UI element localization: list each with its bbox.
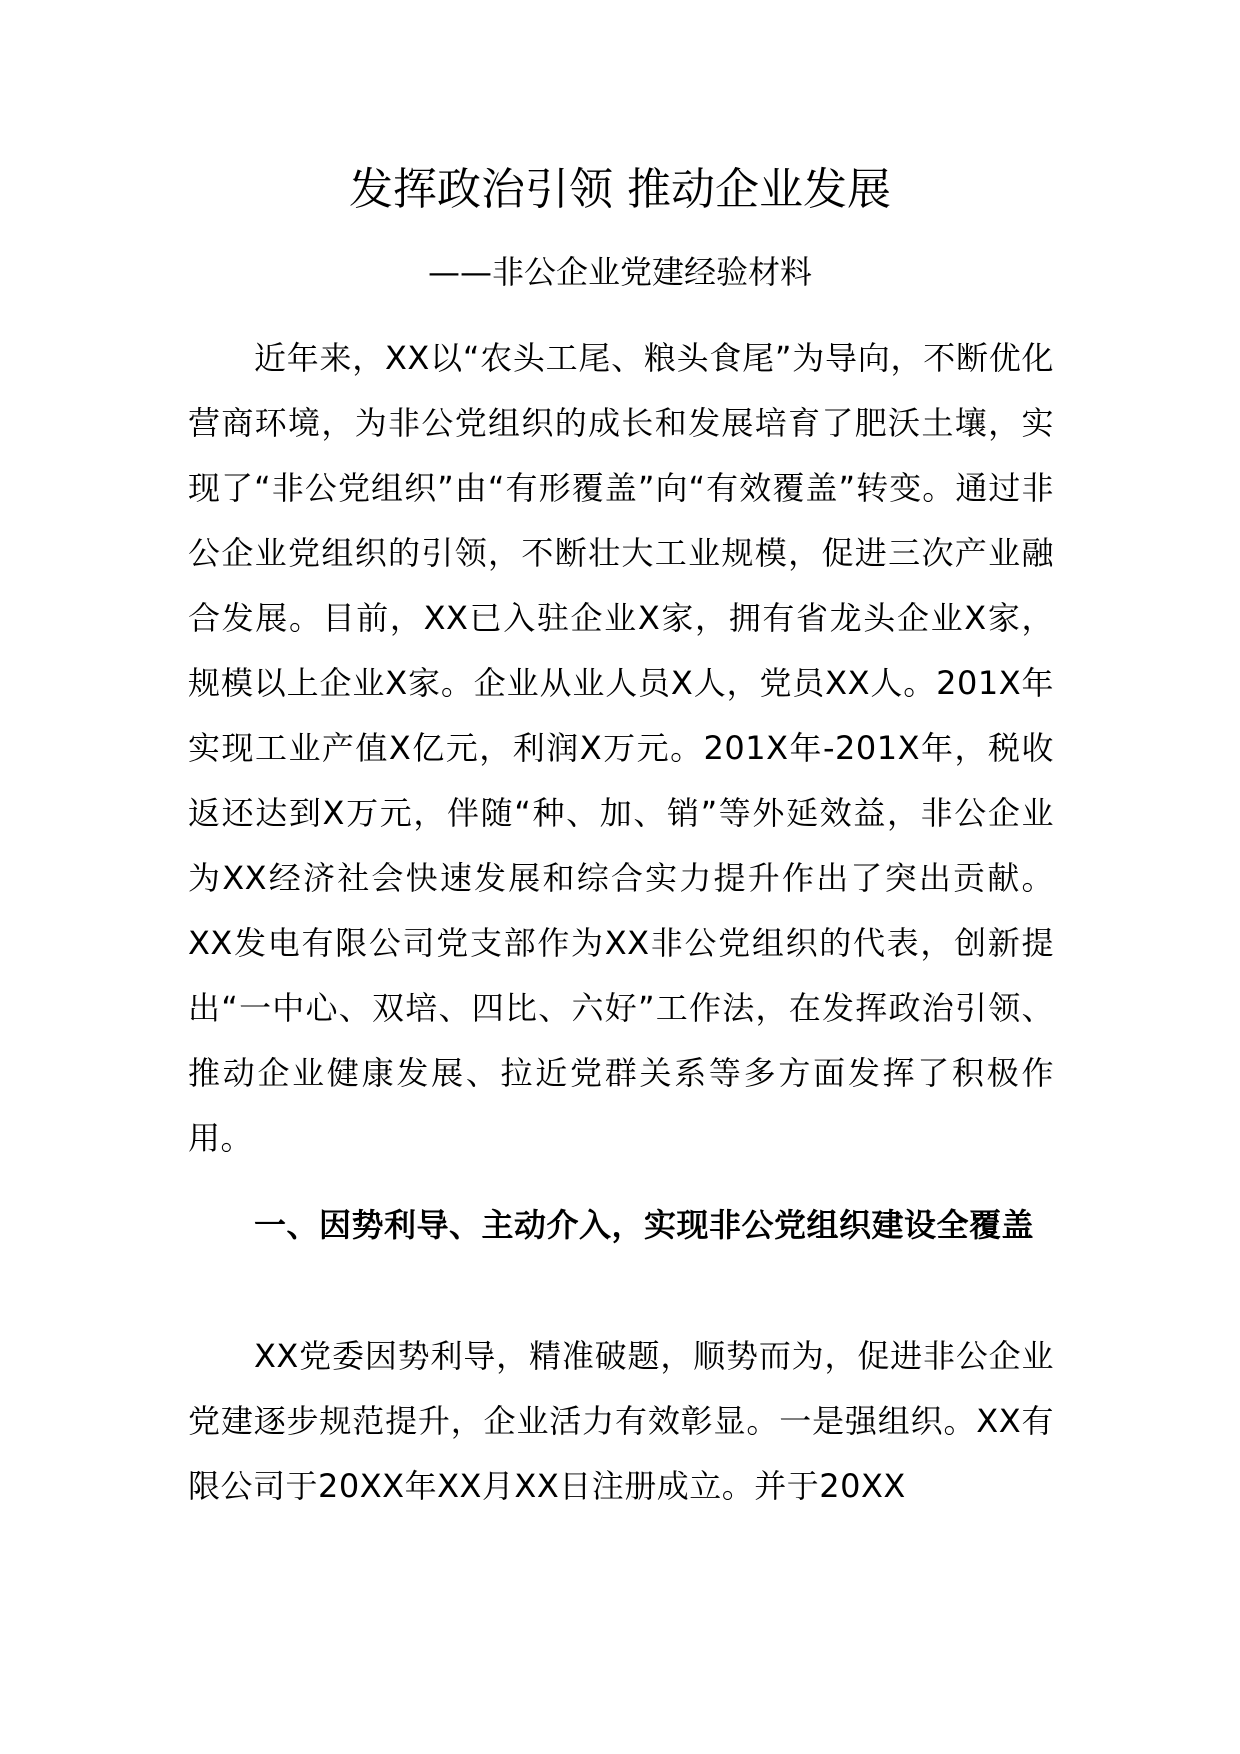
section-heading-1: 一、因势利导、主动介入，实现非公党组织建设全覆盖	[254, 1206, 1035, 1244]
intro-paragraph: 近年来，XX以“农头工尾、粮头食尾”为导向，不断优化营商环境，为非公党组织的成长和发展培育了肥沃土壤，实现了“非公党组织”由“有形覆盖”向“有效覆盖”转变。通过非公企业党组织的引领，不断壮大工业规模，促进三次产业融合发展。目前，XX已入驻企业X家，拥有省龙头企业X家，规模以上企业X家。企业从业人员X人，党员XX人。201X年实现工业产值X亿元，利润X万元。201X年-201X年，税收返还达到X万元，伴随“种、加、销”等外延效益，非公企业为XX经济社会快速发展和综合实力提升作出了突出贡献。XX发电有限公司党支部作为XX非公党组织的代表，创新提出“一中心、双培、四比、六好”工作法，在发挥政治引领、推动企业健康发展、拉近党群关系等多方面发挥了积极作用。	[188, 339, 1054, 1157]
section-1-paragraph: XX党委因势利导，精准破题，顺势而为，促进非公企业党建逐步规范提升，企业活力有效彰显。一是强组织。XX有限公司于20XX年XX月XX日注册成立。并于20XX	[188, 1337, 1054, 1505]
document-title: 发挥政治引领 推动企业发展	[349, 164, 891, 215]
document-subtitle: ——非公企业党建经验材料	[427, 253, 812, 291]
